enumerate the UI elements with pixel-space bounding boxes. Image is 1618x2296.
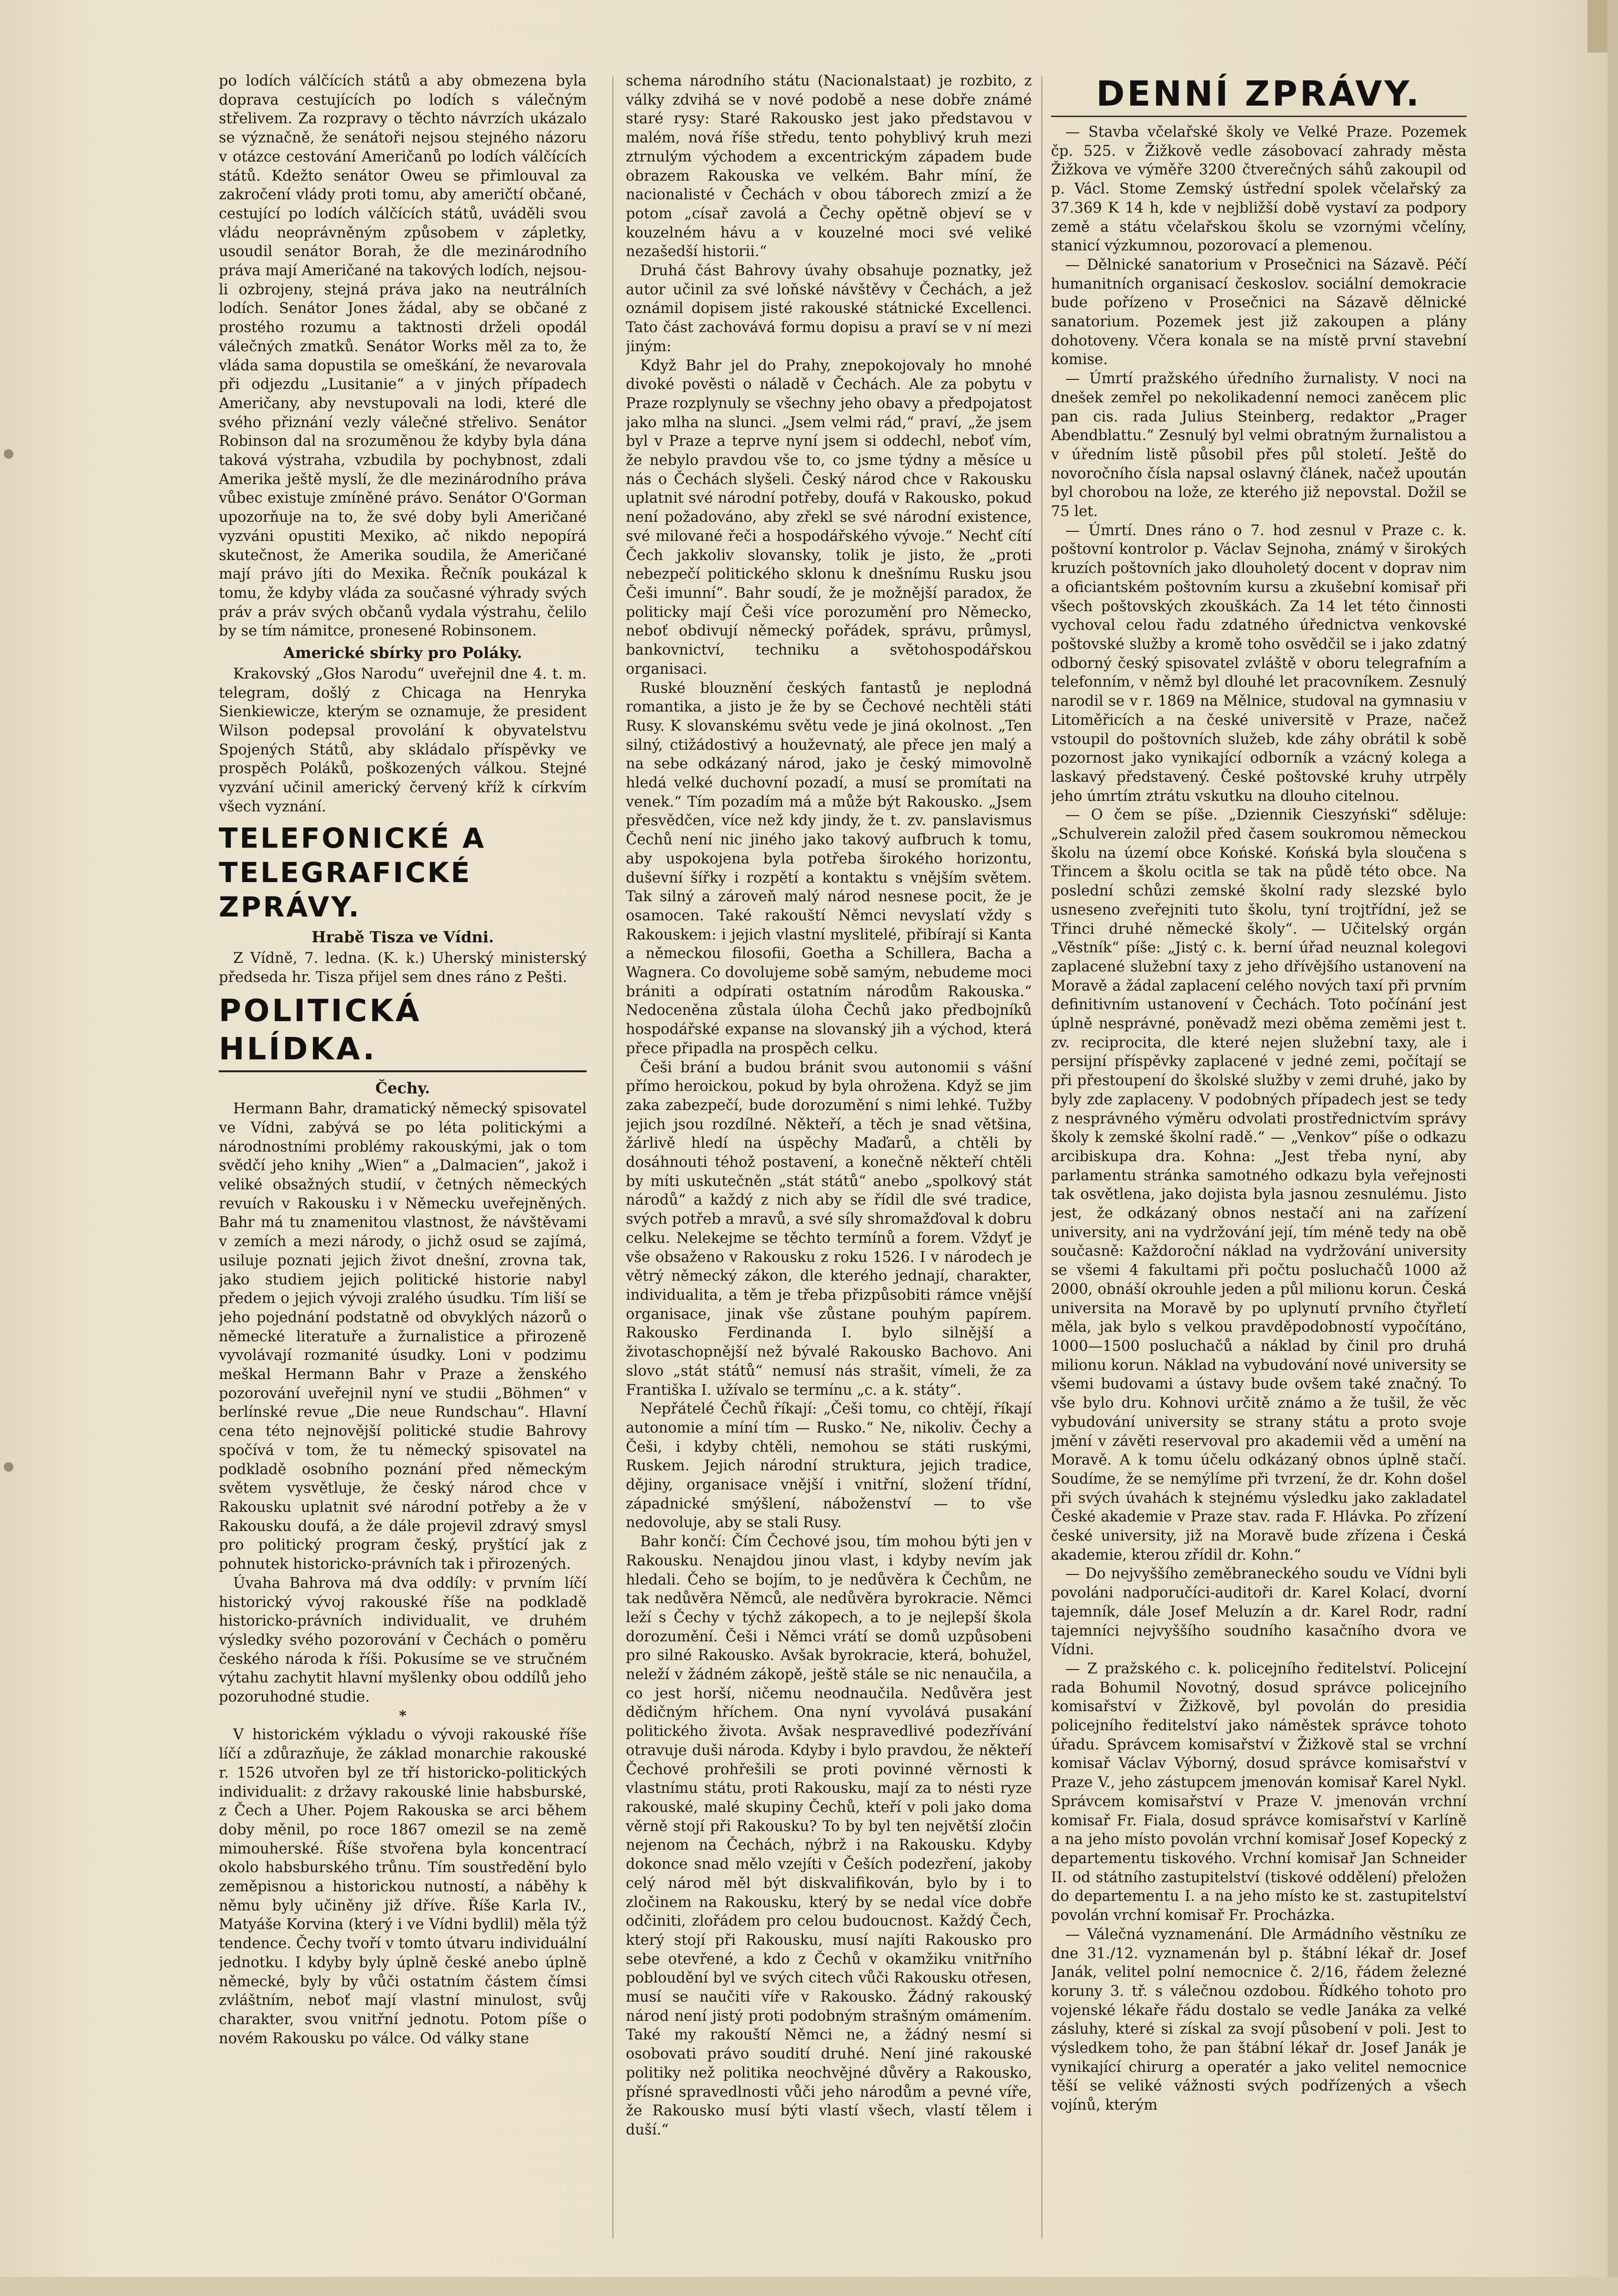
news-item-vcelarska-skola: — Stavba včelařské školy ve Velké Praze. Pozemek čp. 525. v Žižkově vedle zásobovací zahrady města Žižkova ve výměře 3200 čtverečných sáhů zakoupil od p. Václ. Stome Zemský ústřední spolek včelařský za 37.369 K 14 h, kde v nejbližší době vystaví za podpory země a státu včelařskou školu se vzornými včelíny, stanicí výzkumnou, pozorovací a plemenou. [1051,124,1467,255]
column-rule [612,76,613,2239]
news-item-o-cem-se-pise: — O čem se píše. „Dziennik Cieszyński“ sděluje: „Schulverein založil před časem soukromou německou školu na území obce Końské. Końská byla sloučena s Třincem a školu ocitla se tak na půdě této obce. Na poslední schůzi zemské školní rady slezské bylo usneseno zveřejniti tuto školu, tyní trojtřídní, jež se Třinci druhé německé školy“. — Učitelský orgán „Věstník“ píše: „Jistý c. k. berní úřad neuznal kolegovi zaplacené služební taxy z jeho dřívějšího ustanovení na Moravě a žádal zaplacení celého nových taxí při prvním definitivním ustanovení v Čechách. Toto počínání jest úplně nesprávné, poněvadž mezi oběma zeměmi jest t. zv. reciprocita, dle které nejen služební taxy, ale i persijní příspěvky zaplacené v jedné zemi, počítají se při přestoupení do školské služby v zemi druhé, jako by byly zde zaplaceny. V podobných případech jest se tedy z nesprávného výměru odvolati prostřednictvím správy školy k zemské školní radě.“ — „Venkov“ píše o odkazu arcibiskupa dra. Kohna: „Jest třeba nyní, aby parlamentu stránka samotného odkazu byla veřejnosti tak osvětlena, jako dojista byla jasnou zesnulému. Jisto jest, že odkázaný obnos nestačí ani na zařízení university, ani na vydržování její, tím méně tedy na obě současně: Každoroční náklad na vydržování university se všemi 4 fakultami při počtu posluchačů 1000 až 2000, obnáší okrouhle jeden a půl milionu korun. Česká universita na Moravě by po uplynutí prvního čtyřletí měla, jak bylo s velkou pravděpodobností vypočítáno, 1000—1500 posluchačů a náklad by činil pro druhá milionu korun. Náklad na vybudování nové university se všemi budovami a ústavy bude ovšem také značný. To vše bylo dru. Kohnovi určitě známo a že tušil, že věc vybudování university se strany státu a proto svoje jmění v závěti reservoval pro akademii věd a umění na Moravě. A k tomu účelu odkázaný obnos úplně stačí. Soudíme, že se nemýlíme při tvrzení, že dr. Kohn došel při svých úvahách k stejnému výsledku jako zakladatel České akademie v Praze stav. rada F. Hlávka. Po zřízení české university, již na Moravě bude zřízena i Česká akademie, kterou zřídil dr. Kohn.“ [1051,807,1467,1563]
subheading-americke-sbirky: Americké sbírky pro Poláky. [283,644,522,662]
section-heading-telefonicke-zpravy: TELEFONICKÉ A TELEGRAFICKÉ ZPRÁVY. [219,822,486,924]
column-left [219,72,587,2263]
article-bahr-uvaha: Úvaha Bahrova má dva oddíly: v prvním líčí historický vývoj rakouské říše na podkladě historicko-právních individualit, ve druhém výsledky svého pozorování v Čechách o poměru českého národa k říši. Pokusíme se ve stručném výtahu zachytit hlavní myšlenky obou oddílů jeho pozoruhodné studie. [219,1574,587,1706]
article-americke-sbirky: Krakovský „Głos Narodu“ uveřejnil dne 4. t. m. telegram, došlý z Chicaga na Henryka Sienkiewicze, kterým se oznamuje, že president Wilson podepsal provolání k obyvatelstvu Spojených Států, aby skládalo příspěvky ve prospěch Poláků, poškozených válkou. Stejné vyzvání učinil americký červený kříž k církvím všech vyznání. [219,665,587,815]
article-paragraph: Když Bahr jel do Prahy, znepokojovaly ho mnohé divoké pověsti o náladě v Čechách. Ale za pobytu v Praze rozplynuly se všechny jeho obavy a předpojatost jako mlha na slunci. „Jsem velmi rád,“ praví, „že jsem byl v Praze a teprve nyní jsem si oddechl, neboť vím, že nebylo pravdou vše to, co jsme týdny a měsíce u nás o Čechách slyšeli. Český národ chce v Rakousku uplatnit své národní potřeby, doufá v Rakousko, pokud není požadováno, aby zřekl se své národní existence, své milované řeči a hospodářského vývoje.“ Nechť cítí Čech jakkoliv slovansky, tolik je jisto, že „proti nebezpečí politického sklonu k dnešnímu Rusku jsou Češi imunní“. Bahr soudí, že je možnější paradox, že politicky mají Češi více porozumění pro Německo, neboť obdivují německý pořádek, správu, průmysl, bankovnictví, techniku a světohospodářskou organisaci. [626,357,1032,678]
article-paragraph: Ruské blouznění českých fantastů je neplodná romantika, a jisto je že by se Čechové nechtěli státi Rusy. K slovanskému světu vede je jiná okolnost. „Ten silný, ctižádostivý a houževnatý, ale přece jen malý a na sebe odkázaný národ, jako je český mimovolně hledá velké duchovní pozadí, a musí se promítati na venek.“ Tím pozadím má a může být Rakousko. „Jsem přesvědčen, více než kdy jindy, že t. zv. panslavismus Čechů není nic jiného jako takový aufbruch k tomu, aby uspokojena byla potřeba širokého horizontu, duševní šířky i rozpětí a kontaktu s vnějším světem. Tak silný a zároveň malý národ nesnese pocit, že je osamocen. Také rakouští Němci nevyslatí vždy s Rakouskem: i jejich vlastní myslitelé, přibírají si Kanta a německou filosofii, Goetha a Schillera, Bacha a Wagnera. Co dovolujeme sobě samým, nebudeme moci brániti a odpírati ostatním národům Rakouska.“ Nedoceněna zůstala úloha Čechů jako předbojníků hospodářské expanse na slovanský jih a východ, která přece připadla na prospěch celku. [626,679,1032,1057]
article-continuation: po lodích válčících států a aby obmezena byla doprava cestujících po lodích s válečným střelivem. Za rozpravy o těchto návrzích ukázalo se význačně, že senátoři nejsou stejného názoru v otázce cestování Američanů po lodích válčících států. Kdežto senátor Oweu se přimlouval za zakročení vlády proti tomu, aby američtí občané, cestující po lodích válčících států, uváděli svou vládu neoprávněným způsobem v zápletky, usoudil senátor Borah, že dle mezinárodního práva mají Američané na takových lodích, nejsou-li ozbrojeny, stejná práva jako na neutrálních lodích. Senátor Jones žádal, aby se občané z prostého rozumu a taktnosti drželi opodál válečných zmatků. Senátor Works měl za to, že vláda sama dopustila se omeškání, že nevarovala při odjezdu „Lusitanie“ a v jiných případech Američany, aby nevstupovali na lodi, které dle svého přiznání vezly válečné střelivo. Senátor Robinson dal na srozuměnou že kdyby byla dána taková výstraha, vzbudila by pochybnost, zdali Amerika ještě myslí, že dle mezinárodního práva vůbec existuje zmíněné právo. Senátor O'Gorman upozorňuje na to, že své doby byli Američané vyzváni opustiti Mexiko, ač nikdo nepopírá skutečnost, že Amerika soudila, že Američané mají právo jíti do Mexika. Řečník poukázal k tomu, že kdyby vláda za současné výhrady svých práv a práv svých občanů vydala výstrahu, čelilo by se tím námitce, pronesené Robinsonem. [219,73,587,640]
binding-hole-mark [4,449,13,459]
article-paragraph: Češi brání a budou bránit svou autonomii s vášní přímo heroickou, pokud by byla ohrožena. Když se jim zaka zabezpečí, bude dorozumění s nimi lehké. Tužby jejich jsou rozdílné. Někteří, a těch je snad většina, žárlivě hledí na úspěchy Maďarů, a chtěli by dosáhnouti téhož postavení, a konečně někteří chtěli by míti uskutečněn „stát států“ anebo „spolkový stát národů“ a každý z nich aby se řídil dle své tradice, svých potřeb a mravů, a své síly shromažďoval k dobru celku. Nelekejme se těchto termínů a forem. Vždyť je vše obsaženo v Rakousku z roku 1526. I v národech je větrý německý zákon, dle kterého jednají, charakter, individualita, a těm je třeba přizpůsobiti rámce vnější organisace, jinak vše zůstane pouhým papírem. Rakousko Ferdinanda I. bylo silnější a životaschopnější než bývalé Rakousko Bachovo. Ani slovo „stát států“ nemusí nás strašit, vímeli, že za Františka I. užívalo se termínu „c. a k. státy“. [626,1059,1032,1399]
section-heading-politicka-hlidka: POLITICKÁ HLÍDKA. [219,992,587,1072]
page-edge-bottom [0,2277,1618,2296]
subheading-cechy: Čechy. [375,1078,430,1097]
column-rule [1041,76,1042,2239]
column-middle [626,72,1032,2263]
article-paragraph: Nepřátelé Čechů říkají: „Češi tomu, co chtějí, říkají autonomie a míní tím — Rusko.“ Ne, nikoliv. Čechy a Češi, i kdyby chtěli, nemohou se státi ruskými, Ruskem. Jejich národní struktura, jejich tradice, dějiny, organisace vnější i vnitřní, složení třídní, západnické smýšlení, náboženství — to vše nedovoluje, aby se stali Rusy. [626,1401,1032,1531]
news-item-umrti: — Úmrtí. Dnes ráno o 7. hod zesnul v Praze c. k. poštovní kontrolor p. Václav Sejnoha, známý v širokých kruzích poštovních jako dlouholetý docent v doprav nim a oficiantském poštovním kursu a zkušební komisař při všech poštovských zkouškách. Za 14 let této činnosti vychoval celou řadu zdatného úřednictva venkovské poštovské služby a kromě toho osvědčil se i jako zdatný odborný český spisovatel zvláště v oboru telegrafním a telefonním, v němž byl dlouhé let pracovníkem. Zesnulý narodil se v r. 1869 na Mělnice, studoval na gymnasiu v Litoměřicích a na české universitě v Praze, načež vstoupil do poštovních služeb, kde záhy obrátil k sobě pozornost jako vynikající odborník a vzácný kolega a laskavý představený. České poštovské kruhy utrpěly jeho úmrtím ztrátu vskutku na dlouho citelnou. [1051,522,1467,805]
page-edge-right [1607,0,1618,2296]
news-item-policejni-reditelstvi: — Z pražského c. k. policejního ředitelství. Policejní rada Bohumil Novotný, dosud správce policejního komisařství v Žižkově, byl povolán do presidia policejního ředitelství jako náměstek správce tohoto úřadu. Správcem komisařství v Žižkově stal se vrchní komisař Václav Výborný, dosud správce komisařství v Praze V., jeho zástupcem jmenován komisař Karel Nykl. Správcem komisařství v Praze V. jmenován vrchní komisař Fr. Fiala, dosud správce komisařství v Karlíně a na jeho místo povolán vrchní komisař Josef Kopecký z departementu tiskového. Vrchní komisař Jan Schneider II. od státního zastupitelství (tiskové oddělení) přeložen do departementu I. a na jeho místo ke st. zastupitelství povolán vrchní komisař Fr. Procházka. [1051,1660,1467,1924]
binding-hole-mark [4,1462,13,1472]
article-bahr-continuation: schema národního státu (Nacionalstaat) je rozbito, z války zdvihá se v nové podobě a nese dobře známé staré rysy: Staré Rakousko jest jako představou v malém, nová říše středu, tento pohyblivý kruh mezi ztrnulým východem a excentrickým západem bude obrazem Rakouska ve velkém. Bahr míní, že nacionalisté v Čechách v obou táborech zmizí a že potom „císař zavolá a Čechy opětně objeví se v kouzelném hávu a v kouzelné moci své veliké nezašedší historii.“ [626,73,1032,260]
article-paragraph: Bahr končí: Čím Čechové jsou, tím mohou býti jen v Rakousku. Nenajdou jinou vlast, i kdyby nevím jak hledali. Čeho se bojím, to je nedůvěra k Čechům, ne tak nedůvěra Němců, ale nedůvěra byrokracie. Němci leží s Čechy v týchž zákopech, a to je nejlepší škola dorozumění. Češi i Němci vrátí se domů uzpůsobeni pro silné Rakousko. Avšak byrokracie, která, bohužel, neleží v žádném zákopě, ještě stále se nic nenaučila, a co jest horší, ničemu neodnaučila. Nedůvěra jest dědičným hříchem. Ona nyní vyvolává pusakání politického života. Avšak nespravedlivé podezřívání otravuje duši národa. Kdyby i bylo pravdou, že někteří Čechové prohřešili se proti povinné věrnosti k vlastnímu státu, proti Rakousku, mají za to nésti ryze rakouské, malé skupiny Čechů, kteří v poli jako doma věrně stojí při Rakousku? To by byl ten největší zločin nejenom na Čechách, nýbrž i na Rakousku. Kdyby dokonce snad mělo vzejíti v Češích podezření, jakoby celý národ měl být diskvalifikován, bylo by i to zločinem na Rakousku, který by se nedal více dobře odčiniti, zlořádem pro celou budoucnost. Každý Čech, který stojí při Rakousku, musí najíti Rakousko pro sebe otevřené, a kdo z Čechů v okamžiku vnitřního pobloudění byl ve svých citech vůči Rakousku otřesen, musí se naučiti víře v Rakousko. Žádný rakouský národ není jistý proti podobným strašným omámením. Také my rakouští Němci ne, a žádný nesmí si osobovati právo soudití druhé. Není jiné rakouské politiky než politika neochvějné důvěry a Rakousko, přísné spravedlnosti vůči jeho národům a pevné víře, že Rakousko musí býti vlastí všech, vlastí tělem i duší.“ [626,1533,1032,2138]
section-divider-star: * [399,1707,407,1725]
subheading-tisza: Hrabě Tisza ve Vídni. [311,928,494,947]
news-item-valecna-vyznamenani: — Válečná vyznamenání. Dle Armádního věstníku ze dne 31./12. vyznamenán byl p. štábní lékař dr. Josef Janák, velitel polní nemocnice č. 2/16, řádem železné koruny 3. tř. s válečnou ozdobou. Řídkého tohoto pro vojenské lékaře řádu dostalo se vedle Janáka za velké zásluhy, které si získal za svojí působení v poli. Jest to výsledkem toho, že pan štábní lékař dr. Josef Janák je vynikající chirurg a operatér a jako velitel nemocnice těší se veliké vážnosti svých podřízených a všech vojínů, kterým [1051,1926,1467,2114]
article-bahr-historie: V historickém výkladu o vývoji rakouské říše líčí a zdůrazňuje, že základ monarchie rakouské r. 1526 utvořen byl ze tří historicko-politických individualit: z državy rakouské linie habsburské, z Čech a Uher. Pojem Rakouska se arci během doby měnil, po roce 1867 omezil se na země mimouherské. Říše stvořena byla koncentrací okolo habsburského trůnu. Tím soustředění bylo zeměpisnou a historickou nutností, a náběhy k němu byly učiněny již dříve. Říše Karla IV., Matyáše Korvina (který i ve Vídni bydlil) měla týž tendence. Čechy tvoří v tomto útvaru individuální jednotku. I kdyby byly úplně české anebo úplně německé, byly by vůči ostatním částem čímsi zvláštním, neboť mají vlastní minulost, svůj charakter, svou vnitřní jednotu. Potom píše o novém Rakousku po válce. Od války stane [219,1726,587,2047]
news-item-sanatorium: — Dělnické sanatorium v Prosečnici na Sázavě. Péčí humanitních organisací českoslov. sociální demokracie bude pořízeno v Prosečnici na Sázavě dělnické sanatorium. Pozemek jest již zakoupen a plány dohotoveny. Včera konala se na místě první stavební komise. [1051,256,1467,368]
news-item-umrti-zurnalisty: — Úmrtí pražského úředního žurnalisty. V noci na dnešek zemřel po nekolikadenní nemoci zaněcem plic pan cis. rada Julius Steinberg, redaktor „Prager Abendblattu.“ Zesnulý byl velmi obratným žurnalistou a v úředním listě působil přes půl století. Ještě do novoročního čísla napsal oslavný článek, načež upoután byl chorobou na lože, ze kterého již nepovstal. Dožil se 75 let. [1051,370,1467,520]
news-item-zemebranecky-soud: — Do nejvyššího zeměbraneckého soudu ve Vídni byli povoláni nadporučíci-auditoři dr. Karel Kolací, dvorní tajemník, dále Josef Meluzín a dr. Karel Rodr, radní tajemníci nejvyššího soudního kasačního dvora ve Vídni. [1051,1565,1467,1659]
article-tisza: Z Vídně, 7. ledna. (K. k.) Uherský ministerský předseda hr. Tisza přijel sem dnes ráno z Pešti. [219,950,587,986]
column-right [1051,72,1467,2263]
article-paragraph: Druhá část Bahrovy úvahy obsahuje poznatky, jež autor učinil za své loňské návštěvy v Čechách, a jež oznámil dopisem jisté rakouské státnické Excellenci. Tato část zachovává formu dopisu a praví se v ní mezi jiným: [626,262,1032,355]
section-heading-denni-zpravy: DENNÍ ZPRÁVY. [1051,72,1467,117]
article-bahr-intro: Hermann Bahr, dramatický německý spisovatel ve Vídni, zabývá se po léta politickými a národnostními problémy rakouskými, jak o tom svědčí jeho knihy „Wien“ a „Dalmacien“, jakož i veliké obsažných studií, v četných německých revuích v Rakousku i v Německu uveřejněných. Bahr má tu znamenitou vlastnost, že návštěvami v zemích a mezi národy, o jichž osud se zajímá, usiluje poznati jejich život dnešní, zrovna tak, jako studiem jejich politické historie nabyl předem o jejich vývoji zralého úsudku. Tím liší se jeho pojednání podstatně od obvyklých názorů o německé literatuře a žurnalistice a přirozeně vyvolávají rozmanité úsudky. Loni v podzimu meškal Hermann Bahr v Praze a ženského pozorování uveřejnil nyní ve studii „Böhmen“ v berlínské revue „Die neue Rundschau“. Hlavní cena této nejnovější politické studie Bahrovy spočívá v tom, že tu německý spisovatel na podkladě osobního poznání před německým světem vysvětluje, že český národ chce v Rakousku uplatnit své národní potřeby a že v Rakousku doufá, a že dále projevil zdravý smysl pro politický program český, pryštící jak z pohnutek historicko-právních tak i přirozených. [219,1100,587,1573]
page-corner-fold [1587,0,1607,53]
